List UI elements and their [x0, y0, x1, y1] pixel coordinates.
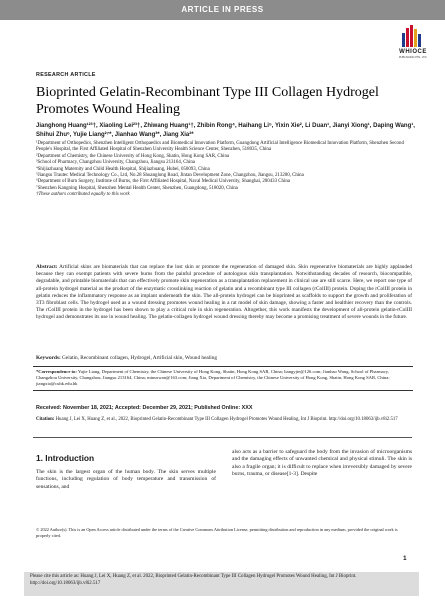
publisher-subtitle: PUBLISHING PTE. LTD.: [398, 56, 428, 59]
publisher-logo: [393, 25, 433, 63]
affiliation-item: ⁵Jiangsu Trautec Medical Technology Co., Ltd, No.28 Shuanglong Road, Jintan Development Zone, Changzhou, Jiangsu, 213200, China: [36, 173, 304, 179]
equal-contribution-note: †These authors contributed equally to this work: [36, 192, 130, 198]
intro-column-left: The skin is the largest organ of the human body. The skin serves multiple functions, including regulation of body temperature and transmission of sensations, and: [36, 469, 216, 490]
affiliation-item: ³School of Pharmacy, Changzhou University, Changzhou, Jiangsu 213164, China: [36, 160, 195, 166]
citation-label: Citation:: [36, 417, 55, 422]
abstract: [36, 264, 412, 322]
intro-column-right: also acts as a barrier to safeguard the body from the invasion of microorganisms and the damaging effects of unwanted chemical and physical stimuli. The skin is also a fragile organ; it is difficult to replace when irreversibly damaged by severe burns, trauma, or disease[1-3]. Despite: [232, 449, 412, 478]
correspondence-label: *Correspondence to:: [36, 369, 77, 374]
section-heading: 1. Introduction: [36, 453, 95, 463]
article-type: RESEARCH ARTICLE: [36, 72, 96, 78]
affiliation-item: ¹Department of Orthopedics, Shenzhen Intelligent Orthopaedics and Biomedical Innovation Platform, Guangdong Artificial Intelligence Biomedical Innovation Platform, Shenzhen Second People's Hospital, the First Affiliated Hospital of Shenzhen University Health Science Center, Shenzhen, 518035, China: [36, 141, 404, 153]
keywords-text: Gelatin, Recombinant collagen, Hydrogel, Artificial skin, Wound healing: [60, 355, 218, 361]
affiliation-item: ⁷Shenzhen Kangning Hospital, Shenzhen Mental Health Center, Shenzhen, Guangdong, 518020, China: [36, 185, 238, 191]
affiliations: [36, 141, 414, 199]
correspondence-text: Yujie Liang, Department of Chemistry, the Chinese University of Hong Kong, Shatin, Hong Kong SAR, China; liangyjie@126.com; Jianhao Wang, School of Pharmacy, Changzhou University, Changzhou, Jiangsu 213164, China; minuswan@163.com; Jiang Xia, Department of Chemistry, the Chinese University of Hong Kong, Shatin, Hong Kong SAR, China; jiangxia@cuhk.edu.hk: [36, 369, 390, 387]
license-notice: © 2022 Author(s). This is an Open Access article distributed under the terms of the Creative Commons Attribution License, permitting distribution and reproduction in any medium, provided the original work is properly cited.: [36, 527, 398, 538]
section-divider: [33, 437, 412, 438]
keywords: [36, 355, 412, 362]
article-in-press-banner: ARTICLE IN PRESS: [0, 0, 445, 20]
paper-title: Bioprinted Gelatin-Recombinant Type III Collagen Hydrogel Promotes Wound Healing: [36, 85, 379, 117]
publisher-name: WHIOCE: [399, 49, 427, 55]
keywords-label: Keywords:: [36, 355, 61, 361]
page-number: 1: [403, 555, 407, 562]
affiliation-item: ²Department of Chemistry, the Chinese University of Hong Kong, Shatin, Hong Kong SAR, China: [36, 153, 230, 159]
affiliation-item: ⁴Shijiazhuang Maternity and Child Health Hospital, Shijiazhuang, Hubei, 050093, China: [36, 166, 210, 172]
abstract-label: Abstract:: [36, 264, 58, 270]
citation: [36, 417, 412, 424]
publisher-logo-icon: [402, 25, 424, 47]
abstract-text: Artificial skins are biomaterials that can replace the lost skin or promote the regeneration of damaged skin. Skin regenerative biomaterials are highly applauded because they can exempt patients with severe burns from the painful procedure of autologous skin transplantation. Notwithstanding decades of research, biocompatible, degradable, and printable biomaterials that can effectively promote skin regeneration as a transplantation replacement in clinical use are still scarce. Here, we report one type of all-protein hydrogel material as the product of the enzymatic crosslinking reaction of gelatin and a recombinant type III collagen (rColIII) protein. Doping the rColIII protein in gelatin reduces the inflammatory response as an implant underneath the skin. The all-protein hydrogel can be bioprinted as scaffolds to support the growth and proliferation of 3T3 fibroblast cells. The hydrogel used as a wound dressing promotes wound healing in a rat model of skin damage, showing a faster and healthier recovery than the controls. The rColIII protein in the hydrogel has been shown to play a critical role in skin regeneration. Altogether, this work manifests the development of all-protein gelatin-rColIII hydrogel and demonstrates its use in wound healing. The gelatin-collagen hydrogel wound dressing thereby may become a promising treatment of severe wounds in the future.: [36, 264, 412, 321]
publication-dates: Received: November 18, 2021; Accepted: December 29, 2021; Published Online: XXX: [36, 405, 253, 411]
citation-text: Huang J, Lei X, Huang Z, et al., 2022, Bioprinted Gelatin-Recombinant Type III Collagen Hydrogel Promotes Wound Healing, Int J Bioprint. http://doi.org/10.18063/ijb.v8i2.517: [54, 417, 398, 422]
correspondence-box: [33, 366, 413, 391]
citation-footer: Please cite this article as: Huang J, Lei X, Huang Z, et al. 2022, Bioprinted Gelatin-Recombinant Type III Collagen Hydrogel Promotes Wound Healing, Int J Bioprint. http://doi.org/10.18063/ijb.v8i2.517: [24, 572, 419, 596]
affiliation-item: ⁶Department of Burn Surgery, Institute of Burns, the First Affiliated Hospital, Naval Medical University, Shanghai, 200433 China: [36, 179, 290, 185]
author-list: Jianghong Huang¹²³†, Xiaoling Lei²³†, Zhiwang Huang¹†, Zhibin Rong⁴, Haihang Li⁵, Yixin Xie², Li Duan¹, Jianyi Xiong¹, Daping Wang¹, Shihui Zhu⁶, Yujie Liang²⁷*, Jianhao Wang³*, Jiang Xia²*: [36, 123, 415, 138]
